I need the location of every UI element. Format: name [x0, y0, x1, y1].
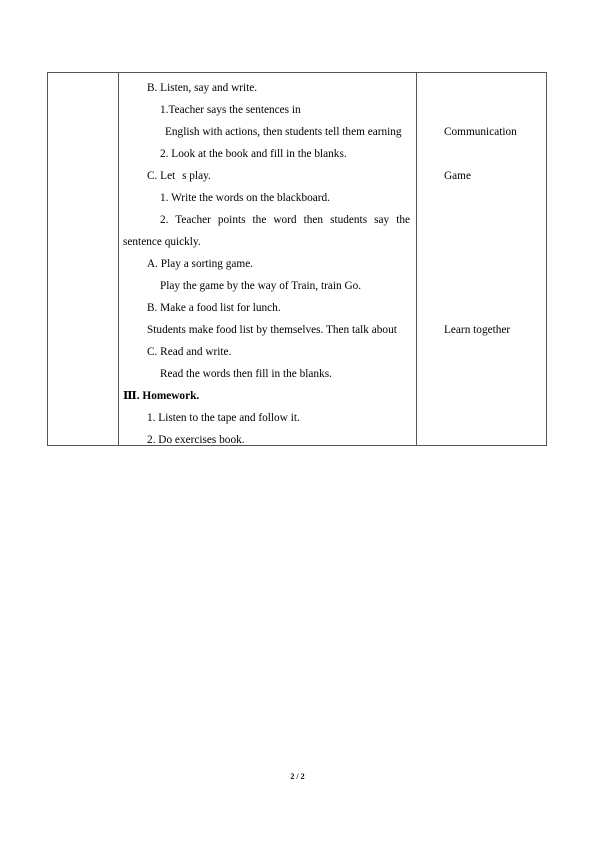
activity-game: Game [444, 170, 471, 182]
content-line-read-words: Read the words then fill in the blanks. [160, 368, 332, 380]
content-line-sentence-quickly: sentence quickly. [123, 236, 201, 248]
content-line-homework-heading: Ⅲ. Homework. [123, 390, 200, 402]
content-line-train-go: Play the game by the way of Train, train Go. [160, 280, 362, 292]
lesson-table [47, 72, 547, 446]
content-line-listen-say-write: B. Listen, say and write. [147, 82, 258, 94]
content-line-teacher-says: 1.Teacher says the sentences in [160, 104, 301, 116]
content-line-look-at-book: 2. Look at the book and fill in the blanks. [160, 148, 347, 160]
content-line-listen-tape: 1. Listen to the tape and follow it. [147, 412, 300, 424]
content-line-students-food-list: Students make food list by themselves. Then talk about [147, 324, 397, 336]
content-line-food-list: B. Make a food list for lunch. [147, 302, 281, 314]
content-line-write-words: 1. Write the words on the blackboard. [160, 192, 330, 204]
content-line-sorting-game: A. Play a sorting game. [147, 258, 254, 270]
activity-learn-together: Learn together [444, 324, 511, 336]
content-line-read-and-write: C. Read and write. [147, 346, 232, 358]
content-line-lets-play: C. Lets play. [147, 170, 211, 182]
content-line-exercises-book: 2. Do exercises book. [147, 434, 245, 446]
content-line-teacher-points: 2. Teacher points the word then students say the [160, 214, 410, 226]
column-divider-right [416, 73, 417, 445]
activity-communication: Communication [444, 126, 517, 138]
content-line-english-actions: English with actions, then students tell them earning [165, 126, 402, 138]
page-number: 2 / 2 [290, 772, 305, 781]
column-divider-left [118, 73, 119, 445]
